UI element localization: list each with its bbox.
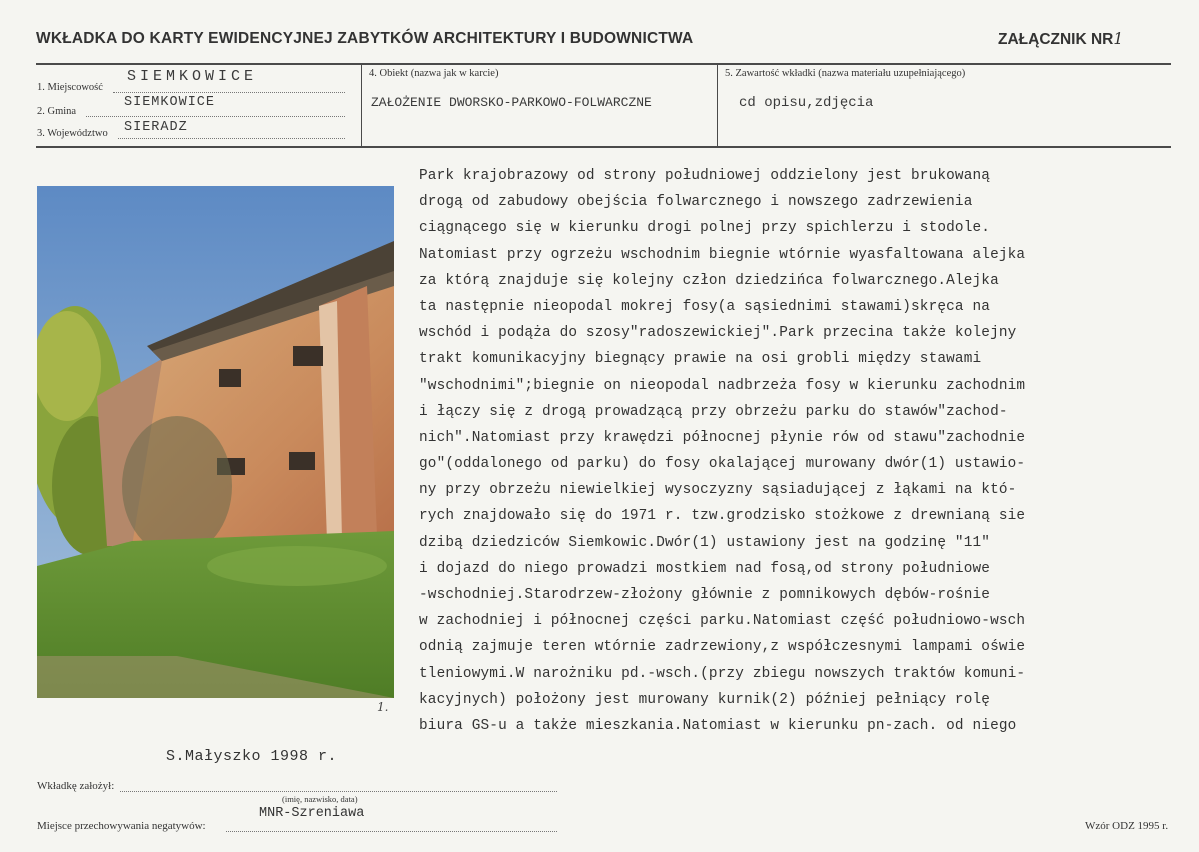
author-date: S.Małyszko 1998 r.	[166, 748, 338, 765]
contents-value: cd opisu,zdjęcia	[739, 95, 874, 111]
description-line: drogą od zabudowy obejścia folwarcznego i nowszego zadrzewienia	[419, 194, 973, 211]
locality-label: 1. Miejscowość	[37, 82, 103, 93]
photo-number: 1.	[377, 700, 389, 714]
field-divider-2	[717, 65, 718, 146]
description-line: Park krajobrazowy od strony południowej oddzielony jest brukowaną	[419, 168, 991, 184]
commune-value: SIEMKOWICE	[124, 95, 216, 110]
description-line: wschód i podąża do szosy"radoszewickiej".Park przecina także kolejny	[419, 325, 1017, 342]
annex-label: ZAŁĄCZNIK NR1	[998, 30, 1124, 48]
description-line: trakt komunikacyjny biegnący prawie na osi grobli między stawami	[419, 351, 982, 368]
fields-rule	[36, 146, 1171, 148]
template-version: Wzór ODZ 1995 r.	[1085, 820, 1169, 832]
description-line: rych znajdowało się do 1971 r. tzw.grodzisko stożkowe z drewnianą sie	[419, 508, 1026, 525]
description-line: dzibą dziedziców Siemkowic.Dwór(1) ustawiony jest na godzinę "11"	[419, 534, 991, 551]
barn-photo-image	[37, 186, 394, 698]
voivodeship-value: SIERADZ	[124, 120, 188, 135]
description-line: w zachodniej i północnej części parku.Natomiast część południowo-wsch	[419, 613, 1026, 630]
object-value: ZAŁOŻENIE DWORSKO-PARKOWO-FOLWARCZNE	[371, 95, 652, 110]
description-line: i łączy się z drogą prowadzącą przy obrzeżu parku do stawów"zachod-	[419, 403, 1008, 420]
voivodeship-label: 3. Województwo	[37, 128, 108, 139]
description-line: odnią zajmuje teren wtórnie zadrzewiony,z współczesnymi lampami oświe	[419, 639, 1026, 656]
object-label: 4. Obiekt (nazwa jak w karcie)	[369, 68, 499, 79]
negatives-dots	[226, 831, 557, 832]
description-line: kacyjnych) położony jest murowany kurnik(2) później pełniący rolę	[419, 691, 991, 708]
commune-label: 2. Gmina	[37, 106, 77, 117]
description-line: Natomiast przy ogrzeżu wschodnim biegnie wtórnie wyasfaltowana alejka	[419, 246, 1026, 263]
field-divider-1	[361, 65, 362, 146]
negatives-value: MNR-Szreniawa	[259, 806, 365, 821]
annex-number: 1	[1113, 30, 1124, 48]
description-line: ta następnie nieopodal mokrej fosy(a sąsiednimi stawami)skręca na	[419, 298, 991, 315]
description-line: -wschodniej.Starodrzew-złożony głównie z pomnikowych dębów-rośnie	[419, 587, 991, 603]
description-line: biura GS-u a także mieszkania.Natomiast w kierunku pn-zach. od niego	[419, 717, 1017, 734]
negatives-label: Miejsce przechowywania negatywów:	[37, 820, 206, 832]
description-text	[419, 163, 1179, 739]
description-line: nich".Natomiast przy krawędzi północnej płynie rów od stawu"zachodnie	[419, 429, 1026, 446]
founder-hint: (imię, nazwisko, data)	[282, 794, 358, 804]
founder-dots	[120, 791, 557, 792]
header-rule	[36, 63, 1171, 65]
description-line: ny przy obrzeżu niewielkiej wysoczyzny sąsiadującej z łąkami na któ-	[419, 482, 1017, 499]
locality-dots	[113, 92, 345, 93]
commune-dots	[86, 116, 345, 117]
description-line: ciągnącego się w kierunku drogi polnej przy spichlerzu i stodole.	[419, 220, 991, 237]
contents-label: 5. Zawartość wkładki (nazwa materiału uzupełniającego)	[725, 68, 966, 79]
locality-value: SIEMKOWICE	[127, 68, 258, 85]
description-line: i dojazd do niego prowadzi mostkiem nad fosą,od strony południowe	[419, 560, 991, 577]
form-title: WKŁADKA DO KARTY EWIDENCYJNEJ ZABYTKÓW ARCHITEKTURY I BUDOWNICTWA	[36, 30, 694, 47]
description-line: go"(oddalonego od parku) do fosy okalającej murowany dwór(1) ustawio-	[419, 456, 1026, 473]
founder-label: Wkładkę założył:	[37, 780, 115, 792]
description-line: "wschodnimi";biegnie on nieopodal nadbrzeża fosy w kierunku zachodnim	[419, 377, 1026, 394]
barn-photo	[37, 186, 394, 698]
description-line: za którą znajduje się kolejny człon dziedzińca folwarcznego.Alejka	[419, 272, 999, 289]
description-line: tleniowymi.W narożniku pd.-wsch.(przy zbiegu nowszych traktów komuni-	[419, 665, 1026, 682]
voivodeship-dots	[118, 138, 345, 139]
